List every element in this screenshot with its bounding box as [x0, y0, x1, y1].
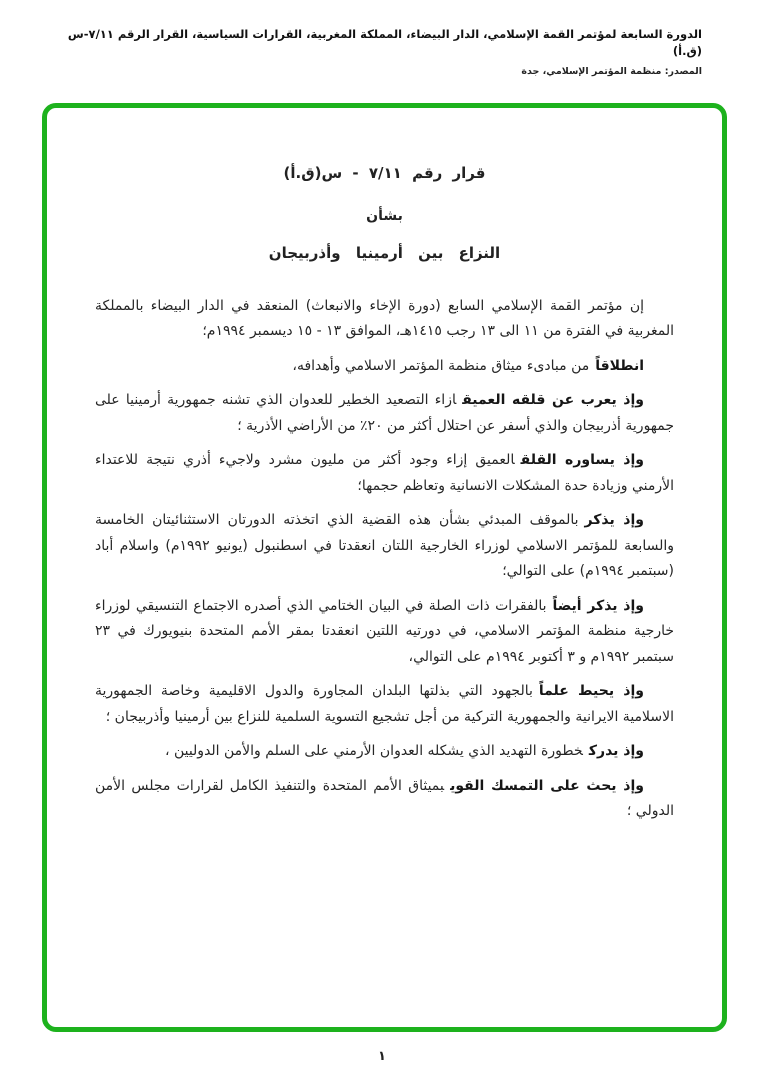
- resolution-subject-title: النزاع بين أرمينيا وأذربيجان: [268, 244, 501, 262]
- page-number: ١: [378, 1049, 386, 1064]
- paragraph-text: العميق إزاء وجود أكثر من مليون مشرد ولاجيء أذري نتيجة للاعتداء الأرمني وزيادة حدة المشكلات الانسانية وتعاظم حجمها؛: [95, 452, 674, 494]
- paragraph-text: من مبادىء ميثاق منظمة المؤتمر الاسلامي وأهدافه،: [292, 357, 590, 374]
- paragraph-aware-threat: [95, 739, 674, 764]
- document-body: [47, 108, 722, 824]
- paragraph-lead: وإذ يحيط علماً: [538, 683, 644, 700]
- paragraph-text: إن مؤتمر القمة الإسلامي السابع (دورة الإخاء والانبعاث) المنعقد في الدار البيضاء بالمملكة المغربية في الفترة من ١١ الى ١٣ رجب ١٤١٥هـ، الموافق ١٣ - ١٥ ديسمبر ١٩٩٤م؛: [95, 298, 674, 340]
- paragraph-lead: وإذ يذكر أيضاً: [552, 597, 644, 614]
- paragraph-basis: [95, 354, 674, 379]
- paragraph-lead: وإذ يحث على التمسك القوي: [450, 777, 644, 794]
- paragraph-recall-sessions: [95, 508, 674, 584]
- resolution-subject-label: بشأن: [366, 208, 403, 224]
- document-reference-line: الدورة السابعة لمؤتمر القمة الإسلامي، الدار البيضاء، المملكة المغربية، القرارات السياسية، القرار الرقم ٧/١١-س (ق.أ): [67, 27, 702, 59]
- paragraph-text: بالموقف المبدئي بشأن هذه القضية الذي اتخذته الدورتان الاستثنائيتان الخامسة والسابعة للمؤتمر الاسلامي لوزراء الخارجية اللتان انعقدتا في اسطنبول (يونيو ١٩٩٢م) واسلام أباد (سبتمبر ١٩٩٤م) على التوالي؛: [95, 512, 675, 580]
- paragraph-lead: انطلاقاً: [595, 357, 644, 374]
- paragraph-text: بميثاق الأمم المتحدة والتنفيذ الكامل لقرارات مجلس الأمن الدولي ؛: [95, 777, 674, 819]
- page-footer: [0, 1049, 764, 1064]
- paragraph-concern-aggression: [95, 388, 674, 439]
- paragraph-text: ازاء التصعيد الخطير للعدوان الذي تشنه جمهورية أرمينيا على جمهورية أذربيجان والذي أسفر عن احتلال أكثر من ٢٠٪ من الأراضي الأذرية ؛: [95, 392, 674, 434]
- document-source-line: المصدر: منظمة المؤتمر الإسلامي، جدة: [521, 65, 702, 77]
- paragraph-text: خطورة التهديد الذي يشكله العدوان الأرمني على السلم والأمن الدوليين ،: [164, 743, 583, 760]
- paragraph-noting-efforts: [95, 679, 674, 730]
- paragraph-lead: وإذ يعرب عن قلقه العميق: [462, 392, 644, 409]
- paragraph-recall-communique: [95, 594, 674, 670]
- paragraph-lead: وإذ يدرك: [588, 743, 644, 760]
- resolution-number-title: قرار رقم ٧/١١ - س(ق.أ): [283, 164, 486, 182]
- paragraph-urging-charter: [95, 774, 674, 825]
- document-header: [0, 0, 764, 77]
- paragraph-preamble: [95, 294, 674, 345]
- paragraph-lead: وإذ يساوره القلق: [520, 452, 644, 469]
- paragraph-lead: وإذ يذكر: [584, 512, 644, 529]
- paragraph-concern-refugees: [95, 448, 674, 499]
- document-frame: [42, 103, 727, 1032]
- paragraph-text: بالجهود التي بذلتها البلدان المجاورة والدول الاقليمية وخاصة الجمهورية الاسلامية الايرانية والجمهورية التركية من أجل تشجيع التسوية السلمية للنزاع بين أرمينيا وأذربيجان ؛: [95, 683, 674, 725]
- paragraph-text: بالفقرات ذات الصلة في البيان الختامي الذي أصدره الاجتماع التنسيقي لوزراء خارجية منظمة المؤتمر الاسلامي، في دورتيه اللتين انعقدتا بمقر الأمم المتحدة بنيويورك في ٢٣ سبتمبر ١٩٩٢م و ٣ أكتوبر ١٩٩٤م على التوالي،: [95, 597, 674, 665]
